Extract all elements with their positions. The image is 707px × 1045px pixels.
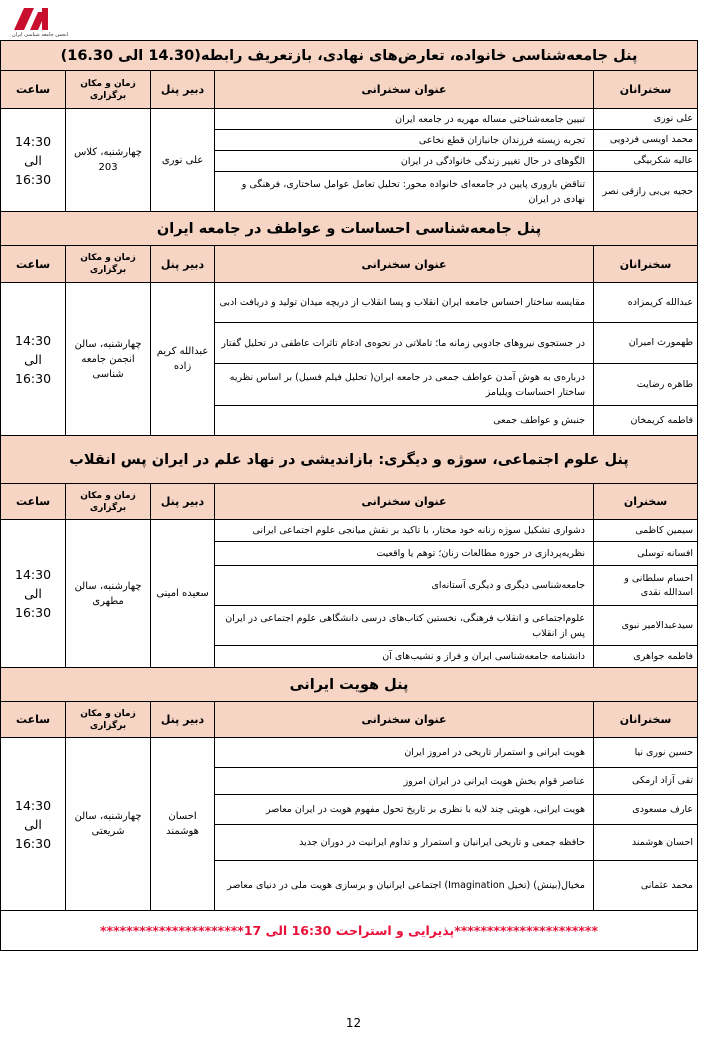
topic-cell: درباره‌ی به هوش آمدن عواطف جمعی در جامعه ایران( تحلیل فیلم فسیل) بر اساس نظریه ساختار احساسات ویلیامز	[215, 364, 594, 406]
speaker-cell: علی نوری	[594, 109, 698, 130]
panel-1-title: پنل جامعه‌شناسی خانواده، تعارض‌های نهادی، بازتعریف رابطه(14.30 الی 16.30)	[1, 41, 698, 71]
panel-3-title: پنل علوم اجتماعی، سوژه و دیگری: بازاندیشی در نهاد علم در ایران پس انقلاب	[1, 436, 698, 484]
speaker-cell: محمد عثمانی	[594, 861, 698, 911]
topic-cell: علوم‌اجتماعی و انقلاب فرهنگی، نخستین کتاب‌های درسی دانشگاهی علوم اجتماعی در ایران پس از انقلاب	[215, 606, 594, 646]
panel-2-title: پنل جامعه‌شناسی احساسات و عواطف در جامعه ایران	[1, 212, 698, 246]
header-place: زمان و مکان برگزاری	[66, 484, 151, 520]
panel-2-title-row	[1, 212, 698, 246]
panel-2-header-row	[1, 246, 698, 283]
speaker-cell: سیدعبدالامیر نبوی	[594, 606, 698, 646]
header-time: ساعت	[1, 484, 66, 520]
header-chair: دبیر پنل	[151, 71, 215, 109]
header-speakers: سخنران	[594, 484, 698, 520]
header-topic: عنوان سخنرانی	[215, 484, 594, 520]
topic-cell: جنبش و عواطف جمعی	[215, 406, 594, 436]
chair-cell: سعیده امینی	[151, 520, 215, 668]
header-speakers: سخنرانان	[594, 246, 698, 283]
header-chair: دبیر پنل	[151, 484, 215, 520]
speaker-cell: احسان هوشمند	[594, 825, 698, 861]
speaker-cell: فاطمه کریمخان	[594, 406, 698, 436]
header-time: ساعت	[1, 702, 66, 738]
header-topic: عنوان سخنرانی	[215, 702, 594, 738]
speaker-cell: افسانه توسلی	[594, 542, 698, 566]
topic-cell: حافظه جمعی و تاریخی ایرانیان و استمرار و تداوم ایرانیت در دوران جدید	[215, 825, 594, 861]
speaker-cell: فاطمه جواهری	[594, 646, 698, 668]
header-speakers: سخنرانان	[594, 71, 698, 109]
header-place: زمان و مکان برگزاری	[66, 702, 151, 738]
topic-cell: تجربه زیسته فرزندان جانبازان قطع نخاعی	[215, 130, 594, 151]
speaker-cell: طاهره رضایت	[594, 364, 698, 406]
table-row	[1, 520, 698, 542]
speaker-cell: سیمین کاظمی	[594, 520, 698, 542]
panel-1-title-row	[1, 41, 698, 71]
place-cell: چهارشنبه، سالن مطهری	[66, 520, 151, 668]
speaker-cell: حجیه بی‌بی رازقی نصر	[594, 172, 698, 212]
time-cell: 14:30 الی 16:30	[1, 520, 66, 668]
header-time: ساعت	[1, 246, 66, 283]
topic-cell: جامعه‌شناسی دیگری و دیگری آستانه‌ای	[215, 566, 594, 606]
header-place: زمان و مکان برگزاری	[66, 246, 151, 283]
place-cell: چهارشنبه، سالن انجمن جامعه شناسی	[66, 283, 151, 436]
topic-cell: در جستجوی نیروهای جادویی زمانه ما؛ تاملاتی در نحوه‌ی ادغام تاثرات عاطفی در تحلیل گفتار	[215, 323, 594, 364]
time-cell: 14:30 الی 16:30	[1, 283, 66, 436]
topic-cell: دانشنامه جامعه‌شناسی ایران و فراز و نشیب‌های آن	[215, 646, 594, 668]
panel-1-header-row	[1, 71, 698, 109]
header-topic: عنوان سخنرانی	[215, 71, 594, 109]
header-chair: دبیر پنل	[151, 246, 215, 283]
speaker-cell: عبدالله کریمزاده	[594, 283, 698, 323]
speaker-cell: حسین نوری نیا	[594, 738, 698, 768]
panel-4-title-row	[1, 668, 698, 702]
chair-cell: عبدالله کریم زاده	[151, 283, 215, 436]
place-cell: چهارشنبه، سالن شریعتی	[66, 738, 151, 911]
topic-cell: هویت ایرانی، هویتی چند لایه با نظری بر تاریخ تحول مفهوم هویت در ایران معاصر	[215, 795, 594, 825]
header-chair: دبیر پنل	[151, 702, 215, 738]
header-time: ساعت	[1, 71, 66, 109]
panel-4-header-row	[1, 702, 698, 738]
topic-cell: نظریه‌پردازی در حوزه مطالعات زنان؛ توهم یا واقعیت	[215, 542, 594, 566]
header-speakers: سخنرانان	[594, 702, 698, 738]
table-row	[1, 738, 698, 768]
table-row	[1, 109, 698, 130]
topic-cell: الگوهای در حال تغییر زندگی خانوادگی در ایران	[215, 151, 594, 172]
topic-cell: عناصر قوام بخش هویت ایرانی در ایران امروز	[215, 768, 594, 795]
speaker-cell: طهمورث امیران	[594, 323, 698, 364]
time-cell: 14:30 الی 16:30	[1, 738, 66, 911]
time-cell: 14:30 الی 16:30	[1, 109, 66, 212]
logo-text: انجمن جامعه شناسی ایران	[11, 32, 69, 38]
chair-cell: علی نوری	[151, 109, 215, 212]
break-text: **********************پذیرایی و استراحت 16:30 الی 17**********************	[1, 911, 698, 951]
speaker-cell: عارف مسعودی	[594, 795, 698, 825]
topic-cell: هویت ایرانی و استمرار تاریخی در امروز ایران	[215, 738, 594, 768]
topic-cell: تناقض باروری پایین در جامعه‌ای خانواده محور: تحلیل تعامل عوامل ساختاری، فرهنگی و نهادی در ایران	[215, 172, 594, 212]
speaker-cell: محمد اویسی فردویی	[594, 130, 698, 151]
topic-cell: مخیال(بینش) (تخیل Imagination) اجتماعی ایرانیان و برسازی هویت ملی در دنیای معاصر	[215, 861, 594, 911]
break-row	[1, 911, 698, 951]
topic-cell: تبیین جامعه‌شناختی مساله مهریه در جامعه ایران	[215, 109, 594, 130]
panel-4-title: پنل هویت ایرانی	[1, 668, 698, 702]
program-table	[0, 40, 698, 951]
topic-cell: دشواری تشکیل سوژه زنانه خود مختار، با تاکید بر نقش میانجی علوم اجتماعی ایرانی	[215, 520, 594, 542]
panel-3-header-row	[1, 484, 698, 520]
speaker-cell: احسام سلطانی و اسدالله نقدی	[594, 566, 698, 606]
page-number: 12	[345, 1016, 362, 1030]
logo-icon	[12, 6, 52, 32]
header-place: زمان و مکان برگزاری	[66, 71, 151, 109]
table-row	[1, 283, 698, 323]
chair-cell: احسان هوشمند	[151, 738, 215, 911]
place-cell: چهارشنبه، کلاس 203	[66, 109, 151, 212]
header-topic: عنوان سخنرانی	[215, 246, 594, 283]
panel-3-title-row	[1, 436, 698, 484]
speaker-cell: تقی آزاد ارمکی	[594, 768, 698, 795]
topic-cell: مقایسه ساختار احساس جامعه ایران انقلاب و پسا انقلاب از دریچه میدان تولید و دریافت ادبی	[215, 283, 594, 323]
speaker-cell: عالیه شکربیگی	[594, 151, 698, 172]
